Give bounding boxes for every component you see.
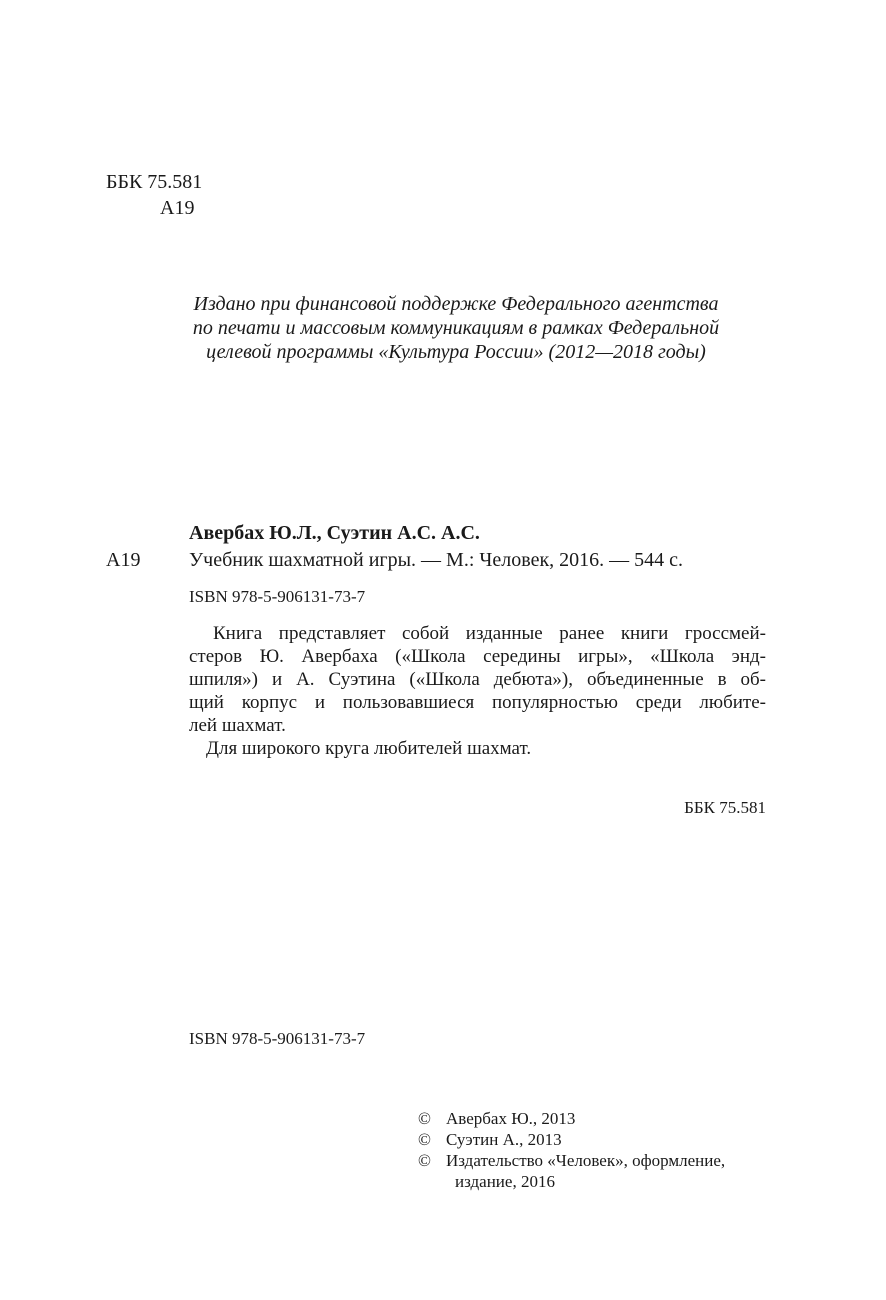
annotation-line: стеров Ю. Авербаха («Школа середины игры», «Школа энд- [189,646,766,667]
copyright-continuation: издание, 2016 [455,1172,555,1191]
annotation-line: лей шахмат. [189,715,286,736]
funding-note [106,292,806,364]
copyright-icon: © [418,1130,431,1149]
copyright-block [418,1108,725,1192]
annotation-line: щий корпус и пользовавшиеся популярностью среди любите- [189,692,766,713]
annotation-line: шпиля») и А. Суэтина («Школа дебюта»), объединенные в об- [189,669,766,690]
copyright-line [418,1129,725,1150]
isbn-bottom: ISBN 978-5-906131-73-7 [189,1029,366,1048]
funding-note-line: по печати и массовым коммуникациям в рамках Федеральной [192,317,720,339]
copyright-text: Издательство «Человек», оформление, [446,1151,726,1170]
bbk-index-top: ББК 75.581 [106,171,203,193]
catalog-isbn: ISBN 978-5-906131-73-7 [189,587,366,606]
copyright-line [418,1108,725,1129]
annotation-line: Книга представляет собой изданные ранее книги гроссмей- [213,623,766,644]
copyright-text: Суэтин А., 2013 [446,1130,562,1149]
funding-note-line: Издано при финансовой поддержке Федерального агентства [193,293,719,315]
catalog-authors: Авербах Ю.Л., Суэтин А.С. А.С. [189,522,480,544]
copyright-icon: © [418,1109,431,1128]
copyright-line [418,1150,725,1171]
funding-note-line: целевой программы «Культура России» (2012—2018 годы) [206,341,706,363]
copyright-text: Авербах Ю., 2013 [446,1109,576,1128]
author-sign-top: А19 [160,197,195,219]
copyright-icon: © [418,1151,431,1170]
catalog-annotation [189,622,766,760]
catalog-author-sign: А19 [106,549,141,571]
catalog-title-line: Учебник шахматной игры. — М.: Человек, 2016. — 544 с. [189,549,684,571]
catalog-bbk: ББК 75.581 [684,798,766,817]
audience-line: Для широкого круга любителей шахмат. [206,738,532,759]
